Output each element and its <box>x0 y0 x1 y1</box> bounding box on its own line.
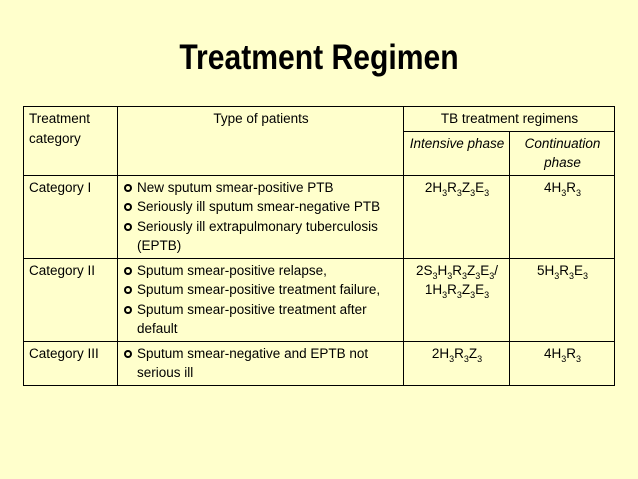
dose-frequency: 3 <box>568 270 574 281</box>
patient-type-text: Sputum smear-positive relapse, <box>137 262 327 278</box>
patient-type-item <box>123 197 399 217</box>
patient-type-cell <box>118 341 404 385</box>
drug-formula <box>409 178 505 198</box>
drug-symbol: R <box>454 345 464 361</box>
drug-symbol: R <box>452 262 462 278</box>
patient-type-item <box>123 261 399 281</box>
drug-formula <box>515 261 610 281</box>
drug-symbol: E <box>475 282 485 297</box>
dose-frequency: 3 <box>456 290 462 300</box>
drug-symbol: R <box>447 179 457 195</box>
drug-symbol: R <box>559 262 569 278</box>
bullet-icon <box>124 306 132 314</box>
bullet-icon <box>124 184 132 192</box>
header-tb-treatment-regimens: TB treatment regimens <box>404 107 615 132</box>
dose-frequency: 3 <box>456 187 462 198</box>
intensive-phase-cell <box>404 258 510 341</box>
dose-frequency: 3 <box>561 187 567 198</box>
dose-frequency: 3 <box>477 353 483 364</box>
drug-symbol: 2H <box>431 345 450 361</box>
continuation-phase-cell <box>510 258 615 341</box>
patient-type-list <box>123 178 399 256</box>
patient-type-cell <box>118 258 404 341</box>
header-row <box>24 107 615 132</box>
bullet-icon <box>124 350 132 358</box>
dose-frequency: 3 <box>442 187 448 198</box>
dose-frequency: 3 <box>442 290 448 300</box>
dose-frequency: 3 <box>583 270 589 281</box>
treatment-category-cell: Category I <box>24 175 118 258</box>
drug-symbol: E <box>574 262 584 278</box>
dose-frequency: 3 <box>449 353 455 364</box>
treatment-regimen-table <box>23 106 615 386</box>
treatment-category-cell: Category III <box>24 341 118 385</box>
patient-type-text: Seriously ill sputum smear-negative PTB <box>137 199 381 214</box>
drug-symbol: Z <box>467 262 476 278</box>
continuation-phase-cell <box>510 175 615 258</box>
drug-formula <box>515 178 610 198</box>
patient-type-item <box>123 217 399 256</box>
drug-symbol: / <box>494 262 499 278</box>
dose-frequency: 3 <box>463 353 469 364</box>
patient-type-item <box>123 280 399 300</box>
drug-symbol: 2H <box>424 179 443 195</box>
patient-type-item <box>123 300 399 339</box>
drug-symbol: R <box>447 282 457 297</box>
patient-type-list <box>123 344 399 383</box>
dose-frequency: 3 <box>475 270 481 281</box>
dose-frequency: 3 <box>576 187 582 198</box>
dose-frequency: 3 <box>576 353 582 364</box>
patient-type-text: Sputum smear-positive treatment failure, <box>137 282 381 297</box>
bullet-icon <box>124 203 132 211</box>
patient-type-item <box>123 178 399 198</box>
treatment-category-cell: Category II <box>24 258 118 341</box>
header-type-of-patients: Type of patients <box>118 107 404 176</box>
drug-symbol: 4H <box>543 179 562 195</box>
dose-frequency: 3 <box>432 270 438 281</box>
drug-formula <box>409 261 505 281</box>
drug-symbol: 4H <box>543 345 562 361</box>
drug-symbol: 2S <box>415 262 433 278</box>
dose-frequency: 3 <box>484 290 490 300</box>
drug-symbol: R <box>566 345 576 361</box>
table-row <box>24 341 615 385</box>
drug-symbol: Z <box>468 345 478 361</box>
dose-frequency: 3 <box>470 187 476 198</box>
dose-frequency: 3 <box>554 270 560 281</box>
bullet-icon <box>124 286 132 294</box>
patient-type-text: Sputum smear-negative and EPTB not serious ill <box>137 345 369 380</box>
drug-symbol: 5H <box>536 262 555 278</box>
drug-symbol: R <box>566 179 576 195</box>
drug-symbol: 1H <box>424 282 443 297</box>
patient-type-cell <box>118 175 404 258</box>
dose-frequency: 3 <box>489 270 495 281</box>
slide-title: Treatment Regimen <box>179 38 459 77</box>
dose-frequency: 3 <box>470 290 476 300</box>
drug-symbol: E <box>475 179 485 195</box>
drug-symbol: Z <box>461 282 471 297</box>
patient-type-text: Seriously ill extrapulmonary tuberculosis (EPTB) <box>137 218 378 253</box>
dose-frequency: 3 <box>561 353 567 364</box>
bullet-icon <box>124 223 132 231</box>
drug-formula <box>409 344 505 364</box>
drug-symbol: E <box>480 262 490 278</box>
intensive-phase-cell <box>404 175 510 258</box>
drug-formula <box>409 280 505 300</box>
drug-formula <box>515 344 610 364</box>
dose-frequency: 3 <box>484 187 490 198</box>
dose-frequency: 3 <box>447 270 453 281</box>
patient-type-text: New sputum smear-positive PTB <box>137 179 334 195</box>
table-header <box>24 107 615 176</box>
patient-type-list <box>123 261 399 339</box>
header-treatment-category: Treatment category <box>24 107 118 176</box>
drug-symbol: H <box>437 262 448 278</box>
patient-type-item <box>123 344 399 383</box>
header-continuation-phase: Continuation phase <box>510 131 615 175</box>
patient-type-text: Sputum smear-positive treatment after default <box>137 301 367 336</box>
table-row <box>24 258 615 341</box>
continuation-phase-cell <box>510 341 615 385</box>
table-row <box>24 175 615 258</box>
drug-symbol: Z <box>461 179 471 195</box>
intensive-phase-cell <box>404 341 510 385</box>
table-body <box>24 175 615 385</box>
header-intensive-phase: Intensive phase <box>404 131 510 175</box>
dose-frequency: 3 <box>461 270 467 281</box>
bullet-icon <box>124 267 132 275</box>
